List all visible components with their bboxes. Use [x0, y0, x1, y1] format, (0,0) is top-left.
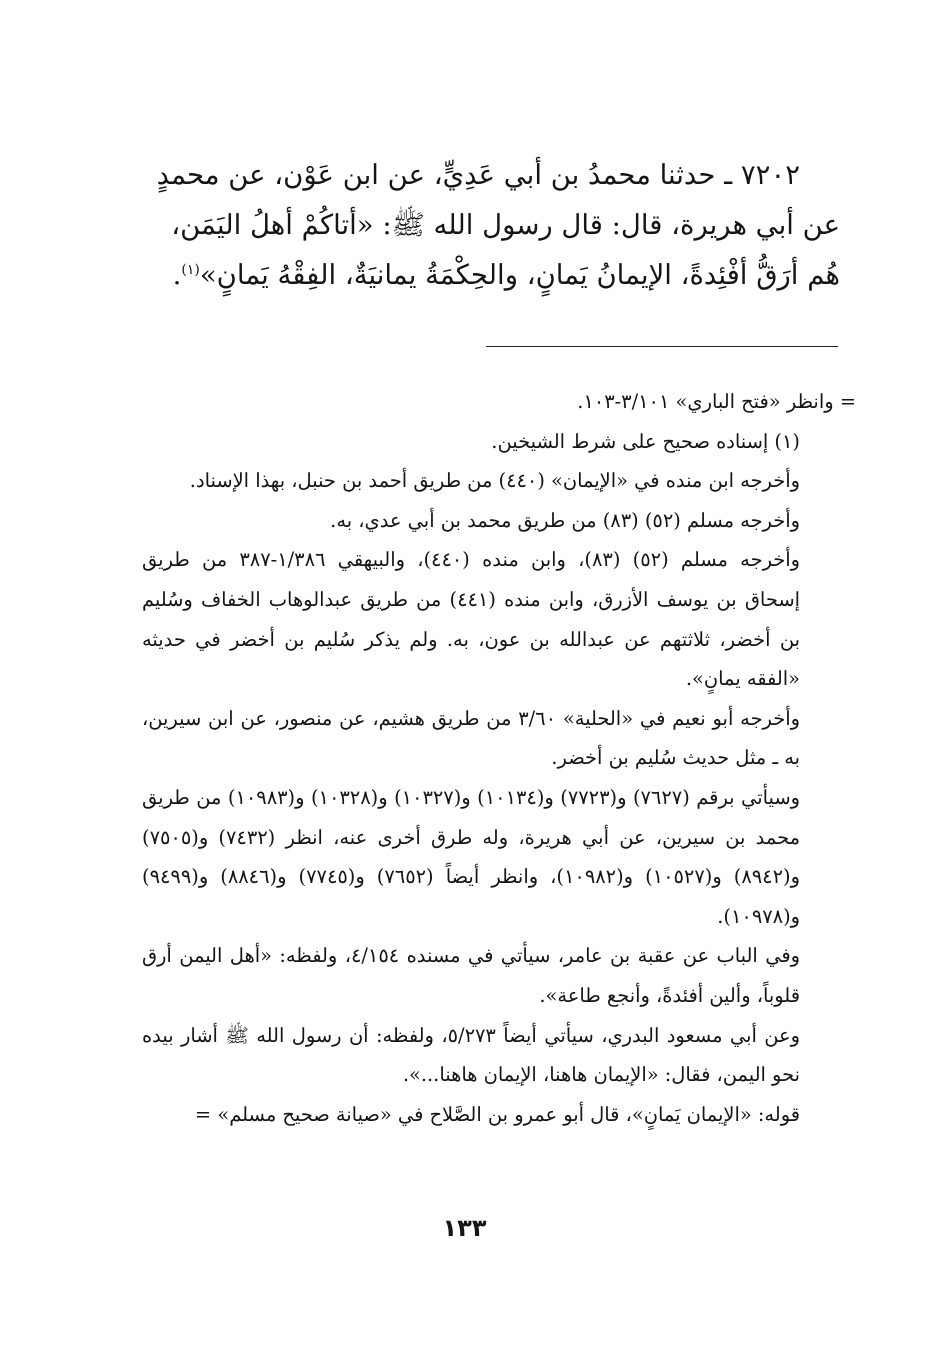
hadith-line-end: .	[172, 259, 182, 291]
footnote-paragraph: وأخرجه مسلم (٥٢) (٨٣)، وابن منده (٤٤٠)، والبيهقي ١/٣٨٦-٣٨٧ من طريق إسحاق بن يوسف الأزرق، وابن منده (٤٤١) من طريق عبدالوهاب الخفاف وسُليم بن أخضر، ثلاثتهم عن عبدالله بن عون، به. ولم يذكر سُليم بن أخضر في حديثه «الفقه يمانٍ».	[142, 548, 801, 691]
footnote-paragraph: وأخرجه مسلم (٥٢) (٨٣) من طريق محمد بن أبي عدي، به.	[330, 508, 800, 532]
footnote-paragraph: وأخرجه ابن منده في «الإيمان» (٤٤٠) من طريق أحمد بن حنبل، بهذا الإسناد.	[189, 469, 800, 493]
hadith-text	[138, 150, 840, 300]
hadith-line: عن أبي هريرة، قال: قال رسول الله ﷺ: «أتاكُمْ أهلُ اليَمَن،	[171, 209, 840, 241]
hadith-line	[138, 250, 840, 300]
footnote-paragraph: وأخرجه أبو نعيم في «الحلية» ٣/٦٠ من طريق هشيم، عن منصور، عن ابن سيرين، به ـ مثل حديث سُليم بن أخضر.	[142, 706, 800, 770]
footnote-paragraph: وعن أبي مسعود البدري، سيأتي أيضاً ٥/٢٧٣، ولفظه: أن رسول الله ﷺ أشار بيده نحو اليمن، فقال: «الإيمان هاهنا، الإيمان هاهنا...».	[142, 1023, 800, 1087]
footnote-paragraph: قوله: «الإيمان يَمانٍ»، قال أبو عمرو بن الصَّلاح في «صيانة صحيح مسلم» =	[194, 1102, 800, 1126]
footnote-marker: (١)	[181, 261, 200, 278]
footnote-paragraph: وسيأتي برقم (٧٦٢٧) و(٧٧٢٣) و(١٠١٣٤) و(١٠٣٢٧) و(١٠٣٢٨) و(١٠٩٨٣) من طريق محمد بن سيرين، عن أبي هريرة، وله طرق أخرى عنه، انظر (٧٤٣٢) و(٧٥٠٥) و(٨٩٤٢) و(١٠٥٢٧) و(١٠٩٨٢)، وانظر أيضاً (٧٦٥٢) و(٧٧٤٥) و(٨٨٤٦) و(٩٤٩٩) و(١٠٩٧٨).	[142, 785, 800, 928]
hadith-line: ٧٢٠٢ ـ حدثنا محمدُ بن أبي عَدِيٍّ، عن ابن عَوْن، عن محمدٍ	[156, 159, 800, 191]
footnotes	[142, 382, 856, 1134]
footnote-separator	[486, 346, 838, 347]
hadith-line-text: هُم أرَقُّ أفْئِدةً، الإيمانُ يَمانٍ، والحِكْمَةُ يمانيَةٌ، الفِقْهُ يَمانٍ»	[199, 259, 840, 291]
footnote-paragraph: (١) إسناده صحيح على شرط الشيخين.	[491, 429, 800, 453]
page-number: ١٣٣	[442, 1214, 487, 1242]
footnote-paragraph: = وانظر «فتح الباري» ٣/١٠١-١٠٣.	[577, 390, 856, 413]
footnote-paragraph: وفي الباب عن عقبة بن عامر، سيأتي في مسنده ٤/١٥٤، ولفظه: «أهل اليمن أرق قلوباً، وألين أفئدةً، وأنجع طاعة».	[142, 944, 800, 1007]
